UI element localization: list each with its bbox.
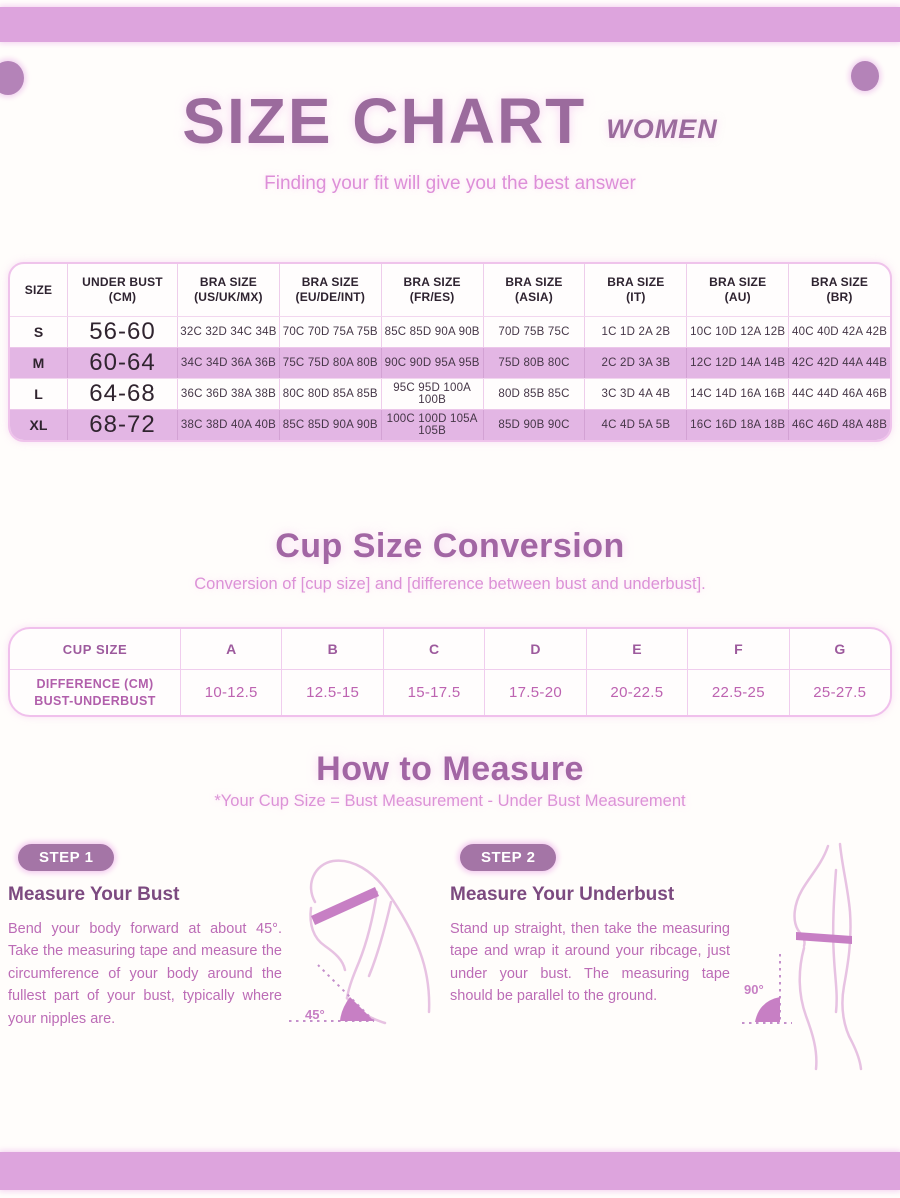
bra-size-cell: 34C 34D 36A 36B <box>177 348 279 378</box>
size-table-column-header <box>67 264 177 316</box>
how-to-measure-title: How to Measure <box>316 750 584 788</box>
bra-size-cell: 10C 10D 12A 12B <box>686 317 788 347</box>
bra-size-cell: 42C 42D 44A 44B <box>788 348 890 378</box>
figure-back-outline <box>840 844 861 1069</box>
cup-letter-cell: D <box>484 629 585 669</box>
bra-size-cell: 70D 75B 75C <box>483 317 585 347</box>
step-1-instructions: Bend your body forward at about 45°. Take the measuring tape and measure the circumference of your body around the fullest part of your bust, typically where your nipples are. <box>8 921 282 1027</box>
step-2-heading: Measure Your Underbust <box>450 884 675 905</box>
right-corner-dot <box>851 61 879 91</box>
bra-size-cell: 46C 46D 48A 48B <box>788 410 890 440</box>
under-bust-cell: 64-68 <box>67 379 177 409</box>
difference-value-cell: 22.5-25 <box>687 670 788 715</box>
bra-size-cell: 38C 38D 40A 40B <box>177 410 279 440</box>
bra-size-cell: 80D 85B 85C <box>483 379 585 409</box>
bend-forward-figure <box>281 850 449 1038</box>
step-2-badge: STEP 2 <box>460 844 556 871</box>
bra-size-cell: 75D 80B 80C <box>483 348 585 378</box>
cup-conversion-title: Cup Size Conversion <box>275 527 625 565</box>
column-header-label: BRA SIZE <box>505 275 563 289</box>
figure-back-outline <box>311 861 429 1012</box>
size-table-column-header <box>177 264 279 316</box>
column-header-label: BRA SIZE <box>709 275 767 289</box>
cup-letter-cell: C <box>383 629 484 669</box>
bra-size-cell: 90C 90D 95A 95B <box>381 348 483 378</box>
top-border-bar <box>0 7 900 42</box>
step-1-badge: STEP 1 <box>18 844 114 871</box>
difference-header-line1: DIFFERENCE (CM) <box>36 677 154 692</box>
bra-size-table <box>8 262 892 442</box>
size-cell: M <box>32 355 45 371</box>
difference-value-cell: 25-27.5 <box>789 670 890 715</box>
difference-header-line2: BUST-UNDERBUST <box>34 693 156 708</box>
column-header-sublabel: (FR/ES) <box>409 290 455 304</box>
under-bust-cell: 68-72 <box>67 410 177 440</box>
bra-size-cell: 75C 75D 80A 80B <box>279 348 381 378</box>
cup-letter-cell: A <box>180 629 281 669</box>
column-header-sublabel: (ASIA) <box>515 290 553 304</box>
bra-size-cell: 32C 32D 34C 34B <box>177 317 279 347</box>
size-cell: S <box>33 324 44 340</box>
bra-size-cell: 100C 100D 105A 105B <box>381 410 483 440</box>
size-table-row-m <box>10 347 890 378</box>
size-table-column-header <box>584 264 686 316</box>
cup-letter-cell: G <box>789 629 890 669</box>
step-1-heading: Measure Your Bust <box>8 884 180 905</box>
difference-value-cell: 10-12.5 <box>180 670 281 715</box>
cup-conversion-subtitle: Conversion of [cup size] and [difference between bust and underbust]. <box>194 575 706 593</box>
page-title-audience: WOMEN <box>606 114 718 145</box>
size-table-column-header <box>483 264 585 316</box>
angle-90-label: 90° <box>744 982 764 997</box>
bra-size-cell: 14C 14D 16A 16B <box>686 379 788 409</box>
page-title: SIZE CHART <box>182 85 587 157</box>
bra-size-cell: 12C 12D 14A 14B <box>686 348 788 378</box>
cup-table-difference-row <box>10 669 890 715</box>
page-tagline: Finding your fit will give you the best answer <box>264 173 636 195</box>
bra-size-cell: 16C 16D 18A 18B <box>686 410 788 440</box>
header <box>0 85 900 195</box>
measuring-tape-band <box>311 887 379 925</box>
angle-wedge-45 <box>340 997 374 1021</box>
angle-wedge-90 <box>755 997 780 1022</box>
size-table-header-row <box>10 264 890 316</box>
bra-size-cell: 36C 36D 38A 38B <box>177 379 279 409</box>
bra-size-cell: 80C 80D 85A 85B <box>279 379 381 409</box>
column-header-label: UNDER BUST <box>82 275 163 289</box>
bra-size-cell: 40C 40D 42A 42B <box>788 317 890 347</box>
bra-size-cell: 85C 85D 90A 90B <box>279 410 381 440</box>
size-table-column-header <box>686 264 788 316</box>
size-cell: L <box>34 386 43 402</box>
cup-conversion-table <box>8 627 892 717</box>
under-bust-cell: 60-64 <box>67 348 177 378</box>
bra-size-cell: 2C 2D 3A 3B <box>584 348 686 378</box>
column-header-sublabel: (IT) <box>626 290 646 304</box>
difference-value-cell: 20-22.5 <box>586 670 687 715</box>
angle-45-label: 45° <box>305 1007 325 1022</box>
figure-bust-outline <box>795 846 828 946</box>
column-header-sublabel: (CM) <box>108 290 137 304</box>
bra-size-cell: 44C 44D 46A 46B <box>788 379 890 409</box>
cup-table-header-row <box>10 629 890 669</box>
size-table-column-header <box>381 264 483 316</box>
bra-size-cell: 95C 95D 100A 100B <box>381 379 483 409</box>
size-cell: XL <box>29 417 48 433</box>
size-table-column-header <box>788 264 890 316</box>
column-header-label: SIZE <box>24 282 53 297</box>
cup-letter-cell: E <box>586 629 687 669</box>
size-table-column-header <box>10 264 67 316</box>
figure-belly-outline <box>800 948 817 1069</box>
column-header-sublabel: (EU/DE/INT) <box>295 290 366 304</box>
bottom-border-bar <box>0 1152 900 1190</box>
column-header-label: BRA SIZE <box>199 275 257 289</box>
size-table-column-header <box>279 264 381 316</box>
bra-size-cell: 4C 4D 5A 5B <box>584 410 686 440</box>
bra-size-cell: 3C 3D 4A 4B <box>584 379 686 409</box>
difference-header-cell <box>10 670 180 715</box>
size-table-row-l <box>10 378 890 409</box>
bra-size-cell: 70C 70D 75A 75B <box>279 317 381 347</box>
difference-value-cell: 17.5-20 <box>484 670 585 715</box>
difference-value-cell: 15-17.5 <box>383 670 484 715</box>
column-header-label: BRA SIZE <box>301 275 359 289</box>
step-2-instructions: Stand up straight, then take the measuring tape and wrap it around your ribcage, just under your bust. The measuring tape should be parallel to the ground. <box>450 921 730 1005</box>
column-header-sublabel: (US/UK/MX) <box>194 290 263 304</box>
column-header-label: BRA SIZE <box>810 275 869 289</box>
difference-value-cell: 12.5-15 <box>281 670 382 715</box>
column-header-label: BRA SIZE <box>403 275 461 289</box>
column-header-sublabel: (AU) <box>724 290 751 304</box>
how-to-measure-subtitle: *Your Cup Size = Bust Measurement - Under Bust Measurement <box>214 792 686 810</box>
bra-size-cell: 85D 90B 90C <box>483 410 585 440</box>
cup-letter-cell: F <box>687 629 788 669</box>
bra-size-cell: 85C 85D 90A 90B <box>381 317 483 347</box>
under-bust-cell: 56-60 <box>67 317 177 347</box>
size-table-row-s <box>10 316 890 347</box>
column-header-sublabel: (BR) <box>826 290 853 304</box>
stand-straight-figure <box>740 836 898 1071</box>
size-table-row-xl <box>10 409 890 440</box>
cup-size-header-cell: CUP SIZE <box>62 641 128 657</box>
column-header-label: BRA SIZE <box>607 275 665 289</box>
cup-letter-cell: B <box>281 629 382 669</box>
bra-size-cell: 1C 1D 2A 2B <box>584 317 686 347</box>
